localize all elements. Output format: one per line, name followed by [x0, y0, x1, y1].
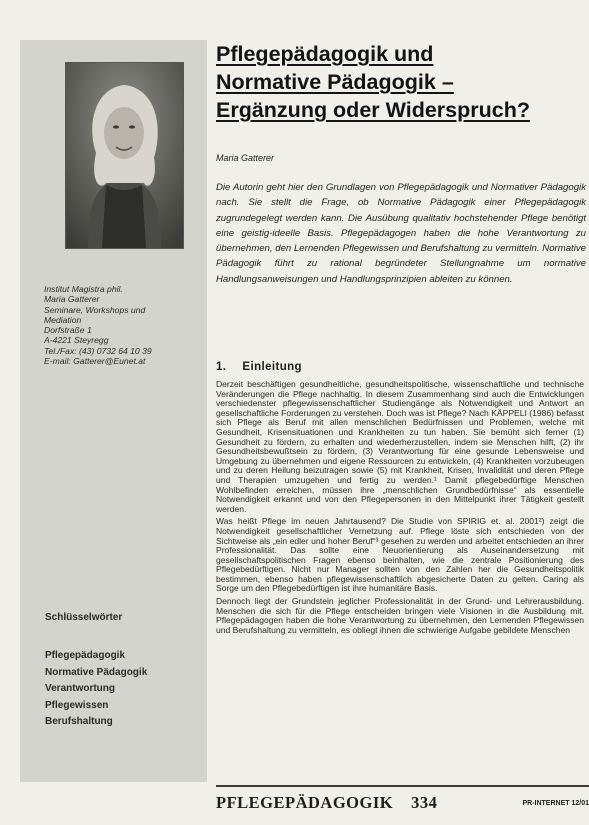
page-number: 334: [411, 793, 438, 812]
abstract: Die Autorin geht hier den Grundlagen von Pflegepädagogik und Normativer Pädagogik nach. Sie stellt die Frage, ob Normative Pädagogik einer Pflegepädagogik zugrundegelegt werden kann. Die Ausübung qualitativ hochstehender Pflege benötigt eine geistig-ideelle Basis. Pflegepädagogen haben die hohe Verantwortung zu übernehmen, den Lernenden Pflegewissen und Berufshaltung zu vermitteln. Normative Pädagogik führt zu rational begründeter Stellungnahme um normative Handlungsanweisungen und Handlungsprinzipien ableiten zu können.: [216, 182, 586, 285]
section-title: Einleitung: [242, 361, 302, 373]
author-photo: [65, 62, 184, 249]
keywords-heading: Schlüsselwörter: [45, 612, 123, 623]
keywords-list: [45, 648, 147, 731]
footer-brand: [216, 793, 437, 813]
keyword-item: Normative Pädagogik: [45, 666, 148, 678]
sidebar: [20, 40, 207, 782]
address-line: Seminare, Workshops und: [44, 304, 146, 315]
address-line: Mediation: [44, 314, 82, 325]
keyword-item: Verantwortung: [45, 683, 116, 694]
body-text: [216, 380, 584, 638]
keyword-item: Berufshaltung: [45, 716, 113, 727]
keyword-item: Pflegepädagogik: [45, 650, 126, 661]
section-number: 1.: [216, 361, 227, 373]
author-name: Maria Gatterer: [216, 153, 275, 163]
address-line: A-4221 Steyregg: [44, 335, 109, 346]
author-address: [44, 284, 204, 366]
keyword-item: Pflegewissen: [45, 699, 109, 711]
address-line: Tel./Fax: (43) 0732 64 10 39: [44, 345, 152, 356]
section-heading: [216, 361, 302, 373]
body-paragraph: Dennoch liegt der Grundstein jeglicher Professionalität in der Grund- und Lehrerausbildung. Menschen die sich für die Pflege entscheiden bringen viele Visionen in die Ausbildung mit. Pflegepädagogen haben die hohe Verantwortung zu übernehmen, den Lernenden Pflegewissen und Berufshaltung zu vermitteln, es obliegt ihnen die schwierige Aufgabe gebildete Menschen: [216, 596, 584, 635]
body-paragraph: Derzeit beschäftigen gesundheitliche, gesundheitspolitische, wissenschaftliche und technische Veränderungen die Pflege nachhaltig. In diesem Zusammenhang sind auch die Entwicklungen verschiedenster pflegewissenschaftlicher Studiengänge als Notwendigkeit und Antwort an gesellschaftliche Forderungen zu verstehen. Doch was ist Pflege? Nach KÄPPELI (1986) befasst sich Pflege als Beruf mit allen menschlichen Bedürfnissen und Problemen, welche mit Gesundheit, Krisensituationen und Krankheiten zu tun haben. Sie bemüht sich ferner (1) Gesundheit zu fördern, zu erhalten und wiederherzustellen, indem sie Menschen hilft, (2) ihr Gesundheitsbewußtsein zu fördern, (3) Verantwortung für eine gesunde Lebensweise und Umgebung zu übernehmen und eigene Ressourcen zu entwickeln, (4) Krankheiten vorzubeugen und zu deren Heilung beizutragen sowie (5) mit Krankheit, Krisen, Invalidität und deren Pflege und Therapien umzugehen und fertig zu werden.¹ Damit pflegebedürftige Menschen Wohlbefinden erreichen, müssen ihre „menschlichen Grundbedürfnisse“ als essentielle Notwendigkeit erkannt und von den Pflegepersonen in den Mittelpunkt ihrer Tätigkeit gestellt werden.: [216, 379, 584, 514]
address-line: Institut Magistra phil.: [44, 284, 123, 294]
issue-label: PR-INTERNET 12/01: [522, 800, 589, 807]
article-title: [216, 40, 589, 124]
journal-name: PFLEGEPÄDAGOGIK: [216, 793, 394, 812]
address-line: Dorfstraße 1: [44, 325, 92, 336]
address-line: Maria Gatterer: [44, 294, 100, 305]
address-line: E-mail: Gatterer@Eunet.at: [44, 356, 146, 367]
body-paragraph: Was heißt Pflege im neuen Jahrtausend? Die Studie von SPIRIG et. al. 2001²) zeigt die Notwendigkeit gesellschaftlicher Vernetzung auf. Pflege löste sich entschieden von der Sichtweise als „ein edler und hoher Beruf“³ gesehen zu werden und arbeitet entschieden an ihrer Professionalität. Das sollte eine Neuorientierung als Auseinandersetzung mit gesellschaftspolitischen Fragen ebenso beinhalten, wie die zentrale Positionierung des Pflegebedürftigen. Nicht nur Manager sollten von den Zahlen her die Gesundheitspolitik bestimmen, ebenso haben pflegewissenschaftlich abgesicherte Daten zu gelten. Caring als Sorge um den Pflegebedürftigen ist ihre humanitäre Basis.: [216, 516, 584, 594]
title-line: Ergänzung oder Widerspruch?: [216, 98, 530, 122]
title-line: Normative Pädagogik –: [216, 70, 454, 94]
page-footer: [216, 785, 589, 817]
title-line: Pflegepädagogik und: [216, 42, 434, 66]
